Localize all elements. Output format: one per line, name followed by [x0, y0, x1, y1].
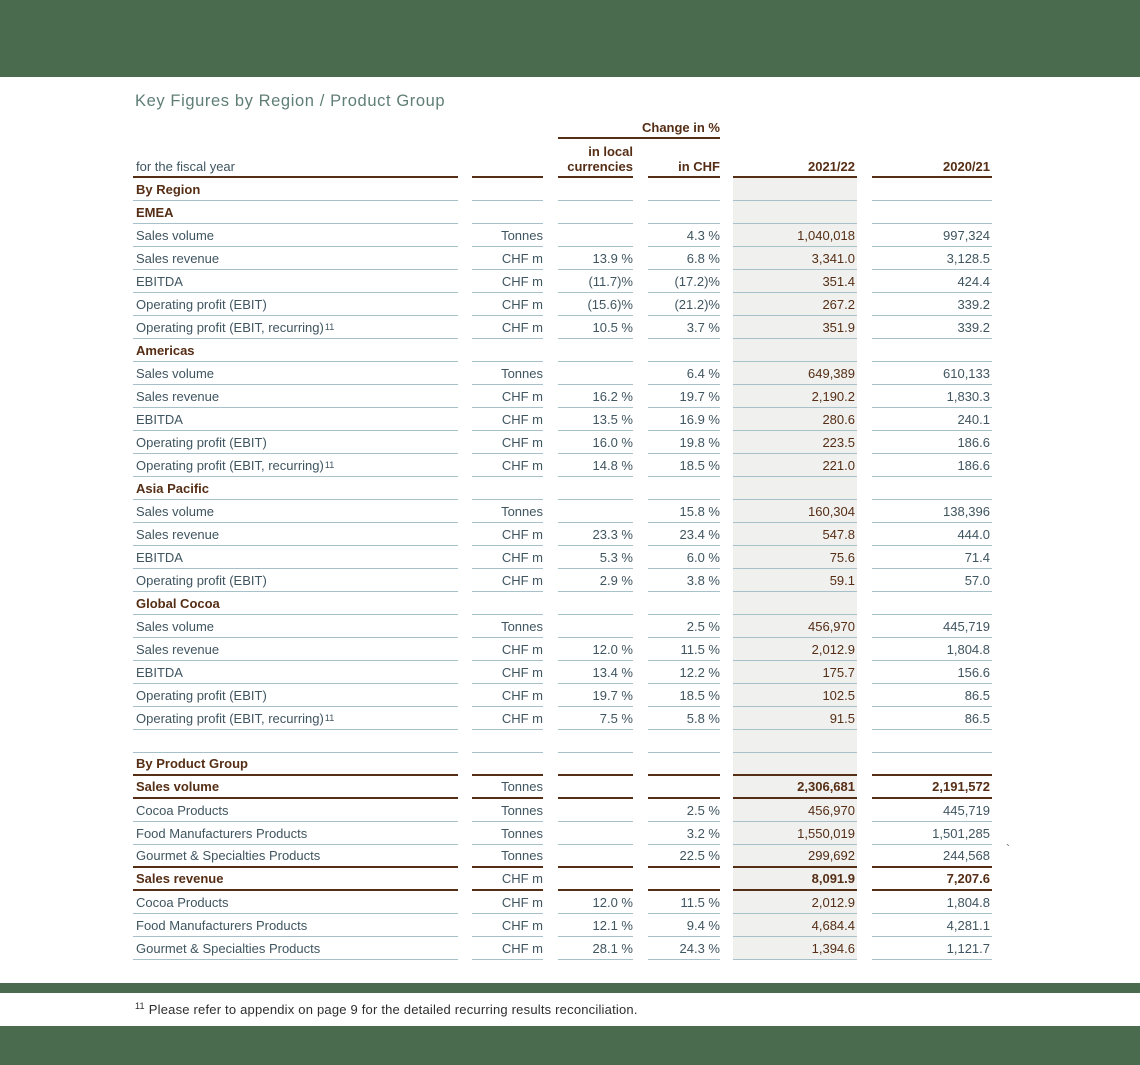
- cell-chf: 2.5 %: [648, 799, 720, 822]
- cell-label: Asia Pacific: [133, 477, 458, 500]
- footnote: [0, 993, 1140, 1026]
- table-row: [133, 937, 992, 960]
- cell-label: Operating profit (EBIT): [133, 431, 458, 454]
- cell-y2: 1,804.8: [872, 638, 992, 661]
- cell-y1: 547.8: [733, 523, 857, 546]
- cell-unit: Tonnes: [472, 362, 543, 385]
- change-header-row: [133, 118, 992, 139]
- cell-chf: 18.5 %: [648, 684, 720, 707]
- cell-unit: [472, 477, 543, 500]
- column-header-fiscal-year: for the fiscal year: [133, 139, 458, 178]
- cell-y2: [872, 201, 992, 224]
- cell-y1: [733, 178, 857, 201]
- cell-y2: [872, 592, 992, 615]
- cell-label: Americas: [133, 339, 458, 362]
- table-row: [133, 362, 992, 385]
- column-header-2020-21: 2020/21: [872, 139, 992, 178]
- cell-label: Global Cocoa: [133, 592, 458, 615]
- cell-unit: Tonnes: [472, 799, 543, 822]
- cell-chf: 2.5 %: [648, 615, 720, 638]
- cell-label: Food Manufacturers Products: [133, 914, 458, 937]
- cell-local: 28.1 %: [558, 937, 633, 960]
- table-row: [133, 546, 992, 569]
- cell-y2: [872, 339, 992, 362]
- cell-label: EMEA: [133, 201, 458, 224]
- cell-y1: 175.7: [733, 661, 857, 684]
- cell-local: [558, 753, 633, 776]
- cell-y1: [733, 592, 857, 615]
- cell-y2: 997,324: [872, 224, 992, 247]
- cell-y1: 456,970: [733, 799, 857, 822]
- cell-unit: CHF m: [472, 868, 543, 891]
- table-row: [133, 385, 992, 408]
- table-rows: [133, 178, 992, 960]
- cell-y2: 7,207.6: [872, 868, 992, 891]
- column-header-local-currencies: in local currencies: [558, 139, 633, 178]
- cell-y1: 91.5: [733, 707, 857, 730]
- cell-unit: CHF m: [472, 569, 543, 592]
- table-row: [133, 638, 992, 661]
- cell-chf: (21.2)%: [648, 293, 720, 316]
- cell-y2: [872, 730, 992, 753]
- table-row: [133, 615, 992, 638]
- cell-y2: 445,719: [872, 799, 992, 822]
- column-header-unit: [472, 139, 543, 178]
- cell-chf: (17.2)%: [648, 270, 720, 293]
- table-row: [133, 408, 992, 431]
- cell-local: [558, 477, 633, 500]
- cell-y1: 649,389: [733, 362, 857, 385]
- cell-label: Cocoa Products: [133, 891, 458, 914]
- table-row: [133, 500, 992, 523]
- cell-chf: [648, 868, 720, 891]
- cell-unit: CHF m: [472, 707, 543, 730]
- report-page: [0, 77, 1140, 983]
- table-row: [133, 914, 992, 937]
- cell-local: [558, 822, 633, 845]
- cell-label: Operating profit (EBIT, recurring) 11: [133, 316, 458, 339]
- cell-y1: 221.0: [733, 454, 857, 477]
- cell-y1: 4,684.4: [733, 914, 857, 937]
- cell-unit: [472, 201, 543, 224]
- cell-label: EBITDA: [133, 661, 458, 684]
- cell-local: 13.4 %: [558, 661, 633, 684]
- table-row: [133, 845, 992, 868]
- cell-label: [133, 730, 458, 753]
- table-row: [133, 661, 992, 684]
- cell-y2: 138,396: [872, 500, 992, 523]
- cell-chf: 11.5 %: [648, 638, 720, 661]
- bottom-green-bar: [0, 1026, 1140, 1065]
- cell-label: Sales revenue: [133, 868, 458, 891]
- cell-local: 2.9 %: [558, 569, 633, 592]
- table-row: [133, 201, 992, 224]
- cell-chf: [648, 776, 720, 799]
- cell-label: Operating profit (EBIT, recurring) 11: [133, 707, 458, 730]
- cell-unit: CHF m: [472, 431, 543, 454]
- cell-y1: 2,012.9: [733, 891, 857, 914]
- table-row: [133, 339, 992, 362]
- cell-label: Sales volume: [133, 615, 458, 638]
- cell-y1: 2,306,681: [733, 776, 857, 799]
- cell-unit: CHF m: [472, 293, 543, 316]
- cell-chf: 19.7 %: [648, 385, 720, 408]
- cell-chf: 3.7 %: [648, 316, 720, 339]
- table-row: [133, 799, 992, 822]
- cell-label: Operating profit (EBIT): [133, 684, 458, 707]
- table-row: [133, 891, 992, 914]
- cell-y1: 3,341.0: [733, 247, 857, 270]
- cell-local: 14.8 %: [558, 454, 633, 477]
- cell-local: [558, 730, 633, 753]
- cell-y2: 86.5: [872, 707, 992, 730]
- cell-y1: 59.1: [733, 569, 857, 592]
- cell-unit: CHF m: [472, 385, 543, 408]
- change-in-percent-header: Change in %: [558, 120, 720, 139]
- cell-y2: 1,121.7: [872, 937, 992, 960]
- cell-local: [558, 224, 633, 247]
- cell-local: [558, 776, 633, 799]
- cell-y2: 3,128.5: [872, 247, 992, 270]
- table-row: [133, 431, 992, 454]
- cell-label: Sales revenue: [133, 638, 458, 661]
- cell-label: Gourmet & Specialties Products: [133, 937, 458, 960]
- cell-label: Sales volume: [133, 500, 458, 523]
- cell-chf: 12.2 %: [648, 661, 720, 684]
- table-row: [133, 776, 992, 799]
- cell-label: Operating profit (EBIT, recurring) 11: [133, 454, 458, 477]
- cell-label: Operating profit (EBIT): [133, 293, 458, 316]
- cell-y2: [872, 178, 992, 201]
- cell-y1: 456,970: [733, 615, 857, 638]
- cell-chf: 24.3 %: [648, 937, 720, 960]
- cell-local: (11.7)%: [558, 270, 633, 293]
- cell-y1: 1,550,019: [733, 822, 857, 845]
- cell-y2: 71.4: [872, 546, 992, 569]
- cell-y2: 444.0: [872, 523, 992, 546]
- page-title: Key Figures by Region / Product Group: [135, 92, 446, 110]
- cell-local: 12.0 %: [558, 638, 633, 661]
- cell-y1: [733, 339, 857, 362]
- cell-chf: 5.8 %: [648, 707, 720, 730]
- cell-local: [558, 615, 633, 638]
- cell-chf: 3.2 %: [648, 822, 720, 845]
- cell-unit: Tonnes: [472, 615, 543, 638]
- cell-local: (15.6)%: [558, 293, 633, 316]
- cell-label: EBITDA: [133, 546, 458, 569]
- cell-chf: 4.3 %: [648, 224, 720, 247]
- cell-unit: Tonnes: [472, 776, 543, 799]
- cell-label: EBITDA: [133, 270, 458, 293]
- cell-y2: 339.2: [872, 316, 992, 339]
- cell-unit: CHF m: [472, 638, 543, 661]
- cell-chf: 16.9 %: [648, 408, 720, 431]
- cell-unit: Tonnes: [472, 224, 543, 247]
- cell-label: Operating profit (EBIT): [133, 569, 458, 592]
- cell-y1: 267.2: [733, 293, 857, 316]
- cell-y1: 1,040,018: [733, 224, 857, 247]
- cell-y1: 8,091.9: [733, 868, 857, 891]
- cell-y1: 75.6: [733, 546, 857, 569]
- cell-label: By Product Group: [133, 753, 458, 776]
- cell-local: [558, 500, 633, 523]
- cell-chf: [648, 201, 720, 224]
- cell-y1: [733, 477, 857, 500]
- cell-y2: [872, 477, 992, 500]
- table-row: [133, 707, 992, 730]
- cell-y2: 339.2: [872, 293, 992, 316]
- table-row: [133, 224, 992, 247]
- column-header-2021-22: 2021/22: [733, 139, 857, 178]
- cell-unit: CHF m: [472, 316, 543, 339]
- cell-unit: CHF m: [472, 546, 543, 569]
- cell-y1: 351.4: [733, 270, 857, 293]
- cell-local: 16.2 %: [558, 385, 633, 408]
- cell-y2: 610,133: [872, 362, 992, 385]
- cell-local: 19.7 %: [558, 684, 633, 707]
- cell-y1: 1,394.6: [733, 937, 857, 960]
- cell-local: 10.5 %: [558, 316, 633, 339]
- cell-local: [558, 799, 633, 822]
- cell-local: 13.9 %: [558, 247, 633, 270]
- cell-y1: 102.5: [733, 684, 857, 707]
- cell-chf: [648, 730, 720, 753]
- cell-local: 12.1 %: [558, 914, 633, 937]
- table-row: [133, 523, 992, 546]
- cell-y2: [872, 753, 992, 776]
- cell-label: Sales revenue: [133, 523, 458, 546]
- cell-label: Sales volume: [133, 362, 458, 385]
- cell-unit: [472, 592, 543, 615]
- cell-chf: [648, 592, 720, 615]
- cell-unit: Tonnes: [472, 822, 543, 845]
- cell-y1: 280.6: [733, 408, 857, 431]
- cell-unit: [472, 178, 543, 201]
- cell-label: Food Manufacturers Products: [133, 822, 458, 845]
- cell-y2: 1,830.3: [872, 385, 992, 408]
- cell-local: 12.0 %: [558, 891, 633, 914]
- cell-chf: 3.8 %: [648, 569, 720, 592]
- cell-chf: 6.0 %: [648, 546, 720, 569]
- cell-unit: CHF m: [472, 408, 543, 431]
- footnote-marker: 11: [135, 1001, 145, 1012]
- top-green-bar: [0, 0, 1140, 77]
- cell-y1: 160,304: [733, 500, 857, 523]
- cell-label: Sales revenue: [133, 385, 458, 408]
- cell-y1: 2,012.9: [733, 638, 857, 661]
- cell-label: Cocoa Products: [133, 799, 458, 822]
- cell-unit: CHF m: [472, 454, 543, 477]
- cell-local: 5.3 %: [558, 546, 633, 569]
- cell-unit: CHF m: [472, 523, 543, 546]
- cell-local: [558, 362, 633, 385]
- cell-y2: 244,568: [872, 845, 992, 868]
- cell-y2: 2,191,572: [872, 776, 992, 799]
- table-row: [133, 293, 992, 316]
- table-row: [133, 684, 992, 707]
- cell-chf: [648, 753, 720, 776]
- table-row: [133, 592, 992, 615]
- cell-y2: 424.4: [872, 270, 992, 293]
- table-row: [133, 178, 992, 201]
- table-row: [133, 822, 992, 845]
- cell-unit: CHF m: [472, 661, 543, 684]
- cell-local: 7.5 %: [558, 707, 633, 730]
- cell-chf: 19.8 %: [648, 431, 720, 454]
- table-row: [133, 316, 992, 339]
- cell-y2: 1,501,285: [872, 822, 992, 845]
- cell-label: Gourmet & Specialties Products: [133, 845, 458, 868]
- table-row: [133, 868, 992, 891]
- divider-green-bar: [0, 983, 1140, 993]
- cell-y1: 299,692: [733, 845, 857, 868]
- cell-label: Sales revenue: [133, 247, 458, 270]
- cell-y2: 156.6: [872, 661, 992, 684]
- table-row: [133, 730, 992, 753]
- cell-unit: [472, 339, 543, 362]
- cell-local: 16.0 %: [558, 431, 633, 454]
- cell-local: [558, 845, 633, 868]
- stray-mark: `: [1006, 842, 1010, 856]
- table-row: [133, 247, 992, 270]
- cell-unit: Tonnes: [472, 845, 543, 868]
- key-figures-table: [133, 118, 1010, 960]
- cell-unit: CHF m: [472, 937, 543, 960]
- cell-y1: 223.5: [733, 431, 857, 454]
- cell-local: 23.3 %: [558, 523, 633, 546]
- cell-unit: CHF m: [472, 247, 543, 270]
- cell-y2: 186.6: [872, 431, 992, 454]
- cell-local: [558, 201, 633, 224]
- cell-local: [558, 339, 633, 362]
- cell-chf: 15.8 %: [648, 500, 720, 523]
- cell-unit: CHF m: [472, 684, 543, 707]
- table-row: [133, 270, 992, 293]
- cell-local: [558, 592, 633, 615]
- cell-unit: CHF m: [472, 270, 543, 293]
- cell-y2: 1,804.8: [872, 891, 992, 914]
- table-row: [133, 753, 992, 776]
- cell-chf: 23.4 %: [648, 523, 720, 546]
- cell-unit: CHF m: [472, 891, 543, 914]
- cell-local: [558, 868, 633, 891]
- cell-chf: 11.5 %: [648, 891, 720, 914]
- cell-chf: [648, 178, 720, 201]
- cell-y2: 445,719: [872, 615, 992, 638]
- column-header-in-chf: in CHF: [648, 139, 720, 178]
- cell-unit: CHF m: [472, 914, 543, 937]
- cell-local: [558, 178, 633, 201]
- cell-chf: 22.5 %: [648, 845, 720, 868]
- cell-unit: Tonnes: [472, 500, 543, 523]
- cell-chf: [648, 477, 720, 500]
- cell-y1: 351.9: [733, 316, 857, 339]
- cell-y2: 240.1: [872, 408, 992, 431]
- cell-chf: [648, 339, 720, 362]
- cell-y2: 186.6: [872, 454, 992, 477]
- cell-unit: [472, 730, 543, 753]
- footnote-text: Please refer to appendix on page 9 for the detailed recurring results reconciliation.: [148, 1002, 638, 1017]
- cell-y1: [733, 753, 857, 776]
- cell-y2: 57.0: [872, 569, 992, 592]
- cell-label: Sales volume: [133, 224, 458, 247]
- cell-y2: 4,281.1: [872, 914, 992, 937]
- cell-chf: 18.5 %: [648, 454, 720, 477]
- cell-chf: 6.4 %: [648, 362, 720, 385]
- cell-label: EBITDA: [133, 408, 458, 431]
- table-row: [133, 569, 992, 592]
- cell-y1: [733, 201, 857, 224]
- table-row: [133, 454, 992, 477]
- cell-unit: [472, 753, 543, 776]
- cell-y2: 86.5: [872, 684, 992, 707]
- cell-label: Sales volume: [133, 776, 458, 799]
- cell-local: 13.5 %: [558, 408, 633, 431]
- cell-label: By Region: [133, 178, 458, 201]
- table-row: [133, 477, 992, 500]
- column-header-row: [133, 139, 992, 178]
- cell-chf: 6.8 %: [648, 247, 720, 270]
- cell-y1: [733, 730, 857, 753]
- cell-y1: 2,190.2: [733, 385, 857, 408]
- cell-chf: 9.4 %: [648, 914, 720, 937]
